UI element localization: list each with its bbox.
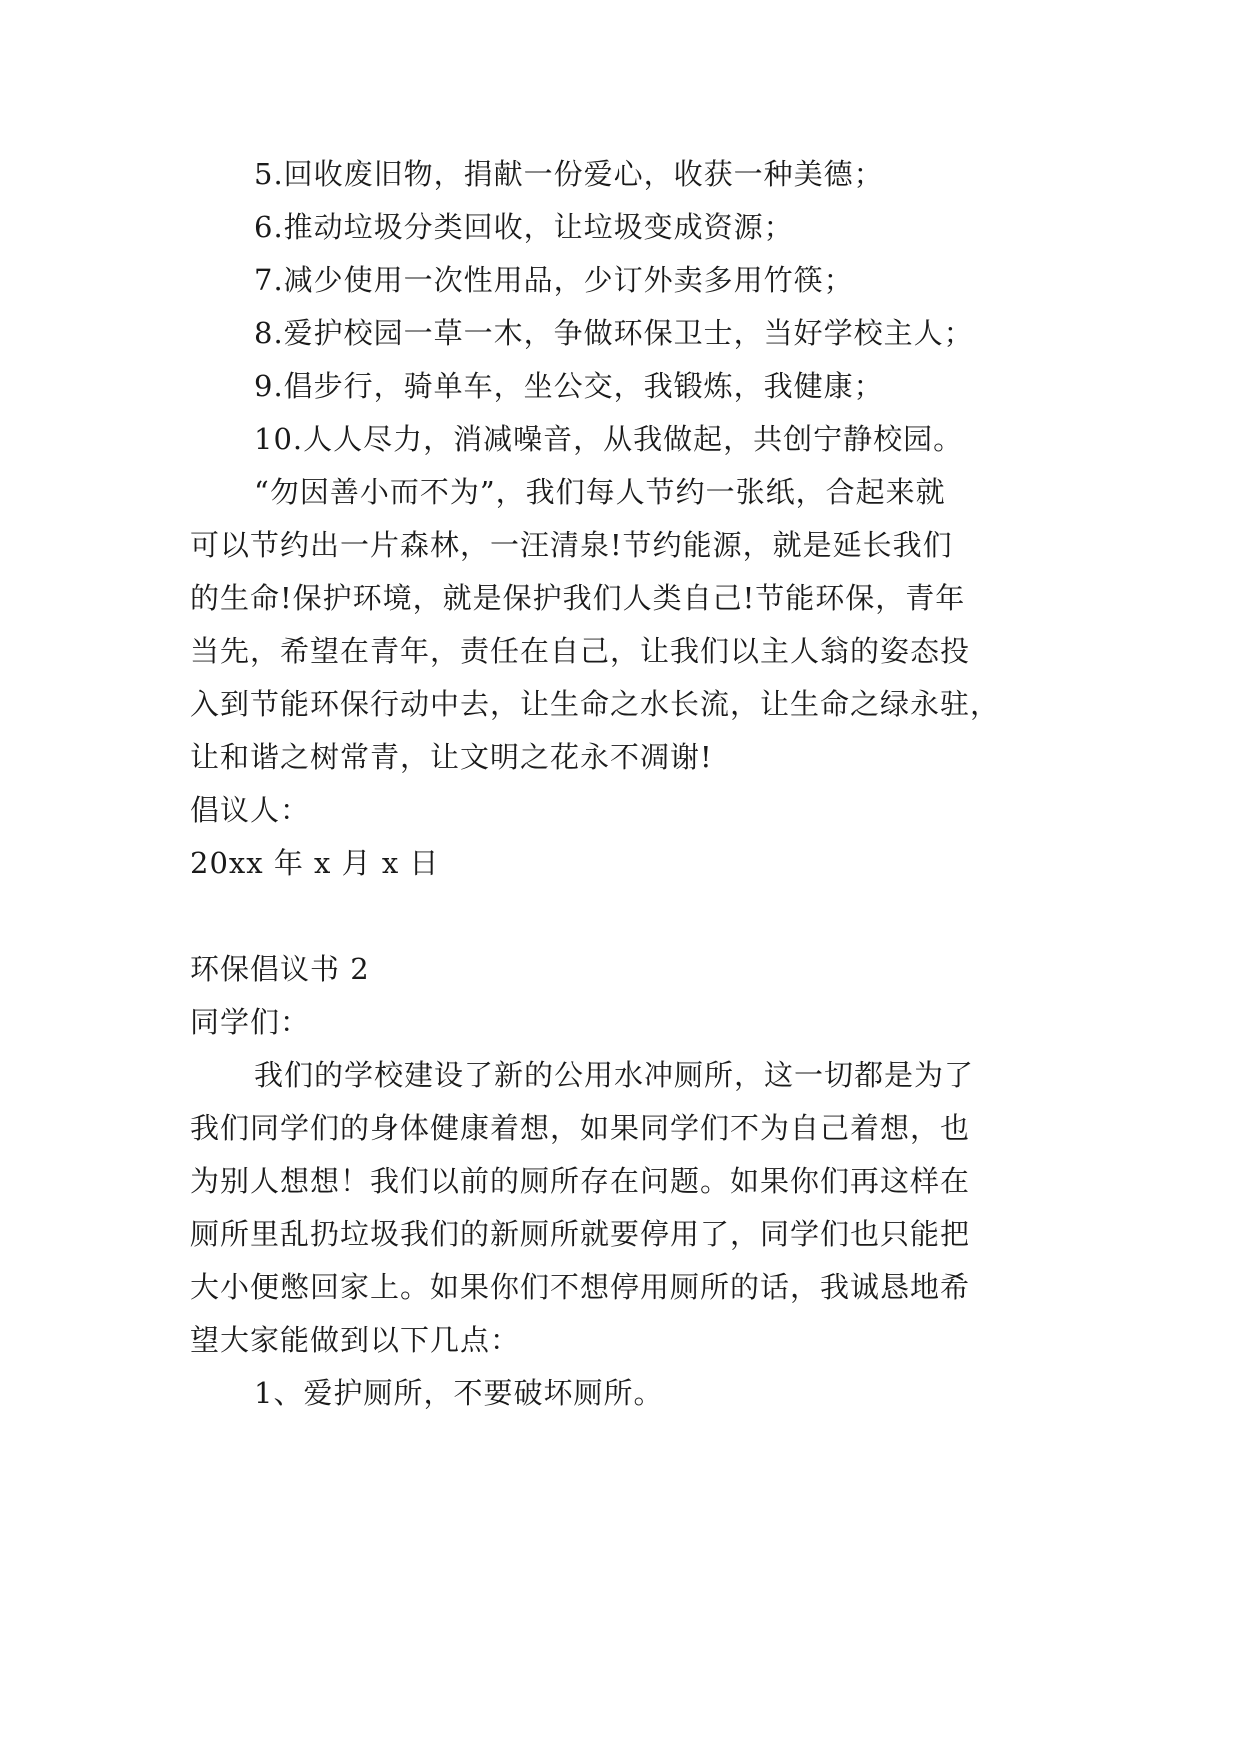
closing-paragraph-line: 的生命!保护环境，就是保护我们人类自己!节能环保，青年 xyxy=(190,581,966,615)
body-paragraph-line: 我们同学们的身体健康着想，如果同学们不为自己着想，也 xyxy=(190,1111,971,1145)
list-item-10: 10.人人尽力，消减噪音，从我做起，共创宁静校园。 xyxy=(254,422,964,456)
list-item-8: 8.爱护校园一草一木，争做环保卫士，当好学校主人； xyxy=(254,316,974,350)
list-item-6: 6.推动垃圾分类回收，让垃圾变成资源； xyxy=(254,210,794,244)
salutation: 同学们： xyxy=(190,1005,311,1039)
body-paragraph-line: 大小便憋回家上。如果你们不想停用厕所的话，我诚恳地希 xyxy=(190,1270,971,1304)
point-1: 1、爱护厕所，不要破坏厕所。 xyxy=(254,1376,664,1410)
body-paragraph-line: 望大家能做到以下几点： xyxy=(190,1323,521,1357)
closing-paragraph-line: 让和谐之树常青，让文明之花永不凋谢! xyxy=(190,740,713,774)
section-title: 环保倡议书 2 xyxy=(190,952,370,986)
closing-paragraph-line: “勿因善小而不为”，我们每人节约一张纸，合起来就 xyxy=(254,475,946,509)
body-paragraph-line: 为别人想想！我们以前的厕所存在问题。如果你们再这样在 xyxy=(190,1164,971,1198)
closing-paragraph-line: 入到节能环保行动中去，让生命之水长流，让生命之绿永驻， xyxy=(190,687,1001,721)
body-paragraph-line: 厕所里乱扔垃圾我们的新厕所就要停用了，同学们也只能把 xyxy=(190,1217,971,1251)
body-paragraph-line: 我们的学校建设了新的公用水冲厕所，这一切都是为了 xyxy=(254,1058,975,1092)
document-date: 20xx 年 x 月 x 日 xyxy=(190,846,440,880)
list-item-5: 5.回收废旧物，捐献一份爱心，收获一种美德； xyxy=(254,157,884,191)
closing-paragraph-line: 当先，希望在青年，责任在自己，让我们以主人翁的姿态投 xyxy=(190,634,971,668)
list-item-9: 9.倡步行，骑单车，坐公交，我锻炼，我健康； xyxy=(254,369,884,403)
signer-label: 倡议人： xyxy=(190,793,311,827)
closing-paragraph-line: 可以节约出一片森林，一汪清泉!节约能源，就是延长我们 xyxy=(190,528,953,562)
list-item-7: 7.减少使用一次性用品，少订外卖多用竹筷； xyxy=(254,263,854,297)
